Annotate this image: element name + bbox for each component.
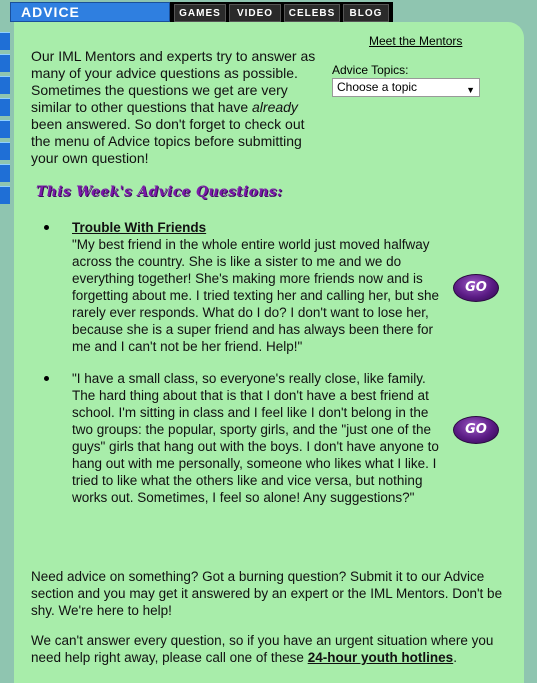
go-button[interactable]: GO bbox=[453, 416, 499, 444]
youth-hotlines-link[interactable]: 24-hour youth hotlines bbox=[307, 650, 454, 665]
blog-nav-button[interactable]: BLOG bbox=[343, 4, 389, 22]
question-item bbox=[54, 219, 444, 355]
question-text: "My best friend in the whole entire world just moved halfway across the country. She is like a sister to me and we do everything together! She's making more friends now and is forgetting about me. I tried texting her and calling her, but she rarely ever responds. What do I do? I don't want to lose her, because she is a super friend and has always been there for me and I can't not be her friend. Help!" bbox=[72, 237, 439, 354]
submit-advice-paragraph: Need advice on something? Got a burning question? Submit it to our Advice section and you may get it answered by an expert or the IML Mentors. Don't be shy. We're here to help! bbox=[31, 569, 503, 618]
advice-topics-label: Advice Topics: bbox=[332, 63, 409, 77]
hotline-paragraph bbox=[31, 632, 516, 666]
question-title-link[interactable]: Trouble With Friends bbox=[72, 220, 207, 235]
nav-buttons bbox=[170, 2, 393, 24]
weekly-questions-heading: This Week's Advice Questions: bbox=[36, 184, 283, 200]
intro-paragraph bbox=[31, 48, 321, 167]
intro-emphasis: already bbox=[252, 99, 298, 115]
hotline-text-end: . bbox=[453, 650, 457, 665]
selected-topic: Choose a topic bbox=[337, 80, 418, 94]
bookmark-tab[interactable] bbox=[0, 98, 10, 116]
question-text: "I have a small class, so everyone's really close, like family. The hard thing about that is that I don't have a best friend at school. I'm sitting in class and I feel like I don't belong in the two groups: the popular, sporty girls, and the "just one of the guys" girls that hang out with the boys. I don't have anyone to hang out with me personally, someone who likes what I like. I tried to like what the others like and vice versa, but nothing works out. Sometimes, I feel so alone! Any suggestions?" bbox=[72, 371, 439, 505]
bookmark-tab[interactable] bbox=[0, 54, 10, 72]
bullet-icon bbox=[44, 376, 49, 381]
dropdown-arrow-icon: ▼ bbox=[466, 85, 475, 95]
bullet-icon bbox=[44, 225, 49, 230]
celebs-nav-button[interactable]: CELEBS bbox=[284, 4, 340, 22]
bookmark-tab[interactable] bbox=[0, 76, 10, 94]
left-bookmark-strip bbox=[0, 32, 10, 232]
go-button[interactable]: GO bbox=[453, 274, 499, 302]
intro-text-end: been answered. So don't forget to check out the menu of Advice topics before submitting your own question! bbox=[31, 116, 305, 166]
games-nav-button[interactable]: GAMES bbox=[174, 4, 226, 22]
bookmark-tab[interactable] bbox=[0, 120, 10, 138]
bookmark-tab[interactable] bbox=[0, 32, 10, 50]
meet-the-mentors-link[interactable]: Meet the Mentors bbox=[369, 34, 463, 48]
bookmark-tab[interactable] bbox=[0, 186, 10, 204]
bookmark-tab[interactable] bbox=[0, 142, 10, 160]
question-item bbox=[54, 370, 444, 506]
advice-content-panel bbox=[14, 22, 524, 683]
advice-topic-select[interactable] bbox=[332, 78, 480, 97]
video-nav-button[interactable]: VIDEO bbox=[229, 4, 281, 22]
intro-text: Our IML Mentors and experts try to answer as many of your advice questions as possible. Sometimes the questions we get are very similar to other questions that have bbox=[31, 48, 316, 115]
advice-tab[interactable]: ADVICE bbox=[10, 2, 170, 22]
hotline-text: We can't answer every question, so if you have an urgent situation where you need help right away, please call one of these bbox=[31, 633, 494, 665]
bookmark-tab[interactable] bbox=[0, 164, 10, 182]
